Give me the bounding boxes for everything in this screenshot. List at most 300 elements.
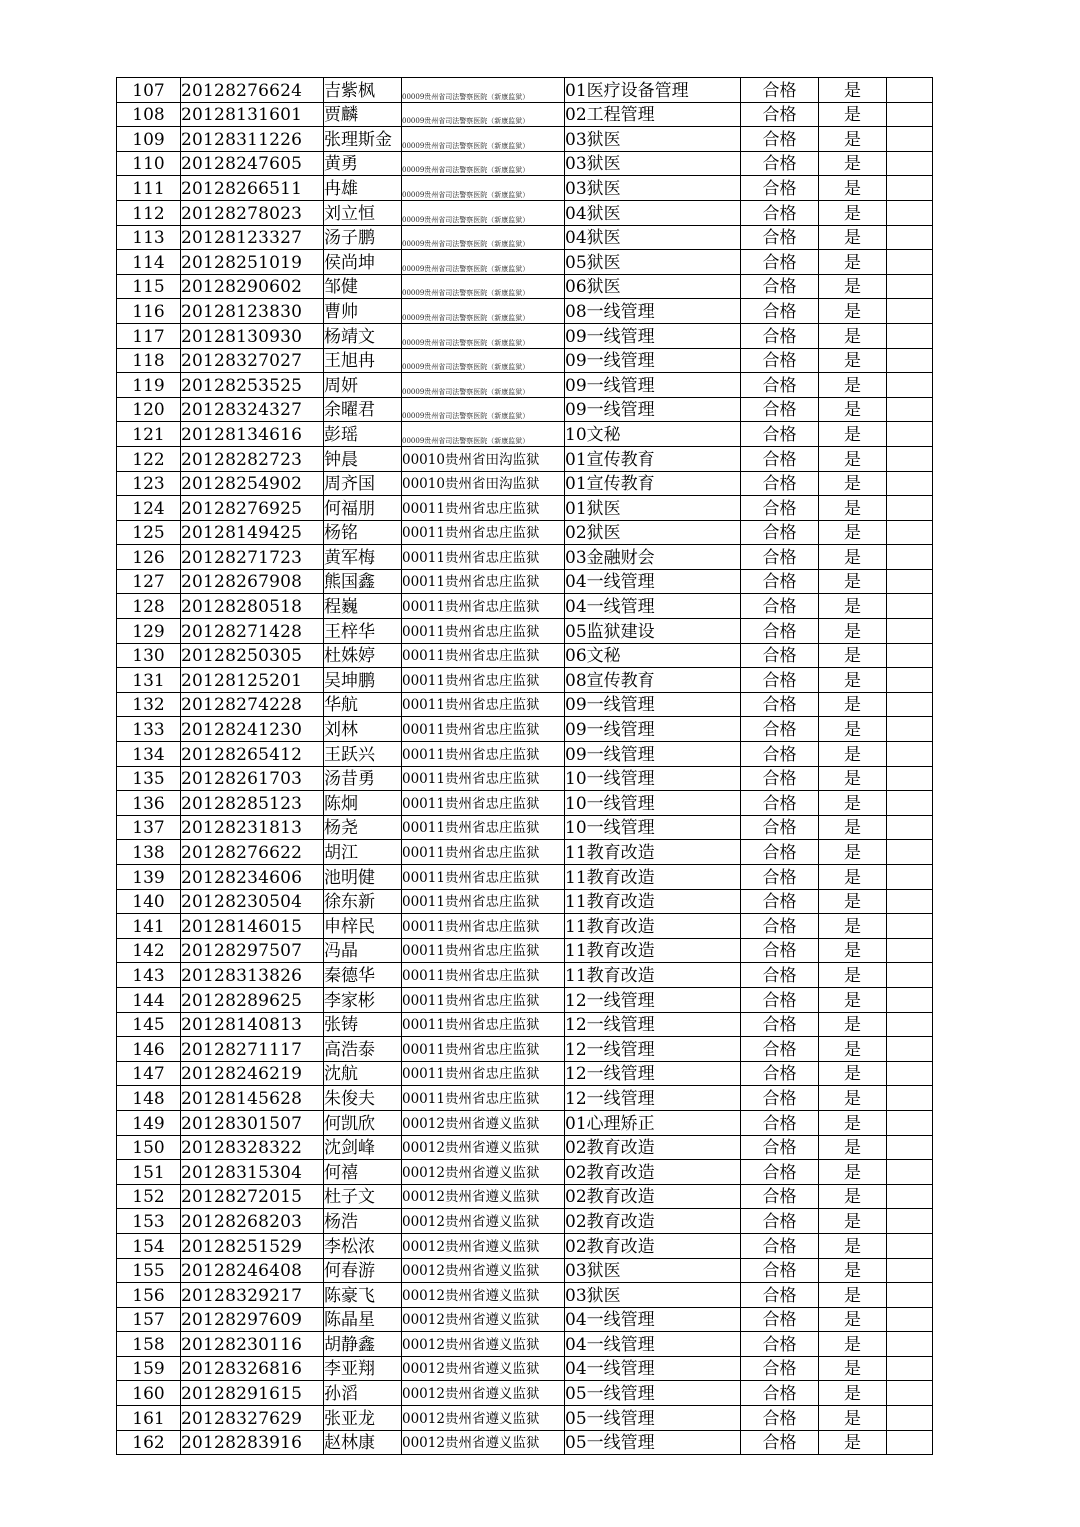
result-cell: 合格 [741,840,819,865]
seq-cell: 137 [117,815,181,840]
exam-id-cell: 20128241230 [181,717,324,742]
unit-cell: 00012贵州省遵义监狱 [402,1184,565,1209]
candidate-name-cell: 彭瑶 [324,422,402,447]
empty-cell [887,1332,933,1357]
seq-cell: 153 [117,1209,181,1234]
result-cell: 合格 [741,619,819,644]
unit-cell: 00009贵州省司法警察医院（新康监狱） [402,422,565,447]
unit-cell: 00011贵州省忠庄监狱 [402,1086,565,1111]
exam-id-cell: 20128251529 [181,1233,324,1258]
unit-cell: 00011贵州省忠庄监狱 [402,545,565,570]
empty-cell [887,471,933,496]
passed-cell: 是 [819,422,887,447]
result-cell: 合格 [741,938,819,963]
position-cell: 02教育改造 [565,1135,741,1160]
empty-cell [887,520,933,545]
exam-id-cell: 20128328322 [181,1135,324,1160]
empty-cell [887,742,933,767]
candidate-name-cell: 杨铭 [324,520,402,545]
unit-cell: 00011贵州省忠庄监狱 [402,1061,565,1086]
candidate-name-cell: 侯尚坤 [324,250,402,275]
exam-id-cell: 20128272015 [181,1184,324,1209]
exam-id-cell: 20128268203 [181,1209,324,1234]
exam-id-cell: 20128297507 [181,938,324,963]
unit-cell: 00012贵州省遵义监狱 [402,1332,565,1357]
exam-id-cell: 20128276624 [181,78,324,103]
exam-id-cell: 20128278023 [181,200,324,225]
passed-cell: 是 [819,1381,887,1406]
unit-cell: 00009贵州省司法警察医院（新康监狱） [402,274,565,299]
unit-cell: 00009贵州省司法警察医院（新康监狱） [402,323,565,348]
exam-id-cell: 20128271117 [181,1037,324,1062]
seq-cell: 132 [117,692,181,717]
position-cell: 02工程管理 [565,102,741,127]
result-cell: 合格 [741,397,819,422]
passed-cell: 是 [819,520,887,545]
seq-cell: 160 [117,1381,181,1406]
exam-id-cell: 20128123327 [181,225,324,250]
position-cell: 05监狱建设 [565,619,741,644]
table-row [117,545,933,570]
passed-cell: 是 [819,963,887,988]
exam-id-cell: 20128250305 [181,643,324,668]
table-row [117,1209,933,1234]
empty-cell [887,1381,933,1406]
candidate-name-cell: 王跃兴 [324,742,402,767]
passed-cell: 是 [819,102,887,127]
empty-cell [887,619,933,644]
seq-cell: 108 [117,102,181,127]
seq-cell: 145 [117,1012,181,1037]
position-cell: 11教育改造 [565,963,741,988]
table-row [117,668,933,693]
position-cell: 06文秘 [565,643,741,668]
candidate-name-cell: 刘林 [324,717,402,742]
position-cell: 12一线管理 [565,1086,741,1111]
table-row [117,397,933,422]
passed-cell: 是 [819,1135,887,1160]
candidate-name-cell: 何禧 [324,1160,402,1185]
candidate-name-cell: 沈航 [324,1061,402,1086]
passed-cell: 是 [819,446,887,471]
seq-cell: 119 [117,373,181,398]
passed-cell: 是 [819,545,887,570]
empty-cell [887,496,933,521]
candidate-name-cell: 孙滔 [324,1381,402,1406]
table-row [117,1012,933,1037]
seq-cell: 157 [117,1307,181,1332]
position-cell: 11教育改造 [565,865,741,890]
passed-cell: 是 [819,299,887,324]
result-cell: 合格 [741,299,819,324]
table-row [117,422,933,447]
seq-cell: 118 [117,348,181,373]
candidate-name-cell: 杨靖文 [324,323,402,348]
result-cell: 合格 [741,594,819,619]
exam-id-cell: 20128230504 [181,889,324,914]
seq-cell: 121 [117,422,181,447]
empty-cell [887,766,933,791]
candidate-name-cell: 陈豪飞 [324,1283,402,1308]
empty-cell [887,127,933,152]
exam-id-cell: 20128291615 [181,1381,324,1406]
seq-cell: 152 [117,1184,181,1209]
seq-cell: 120 [117,397,181,422]
candidate-name-cell: 贾麟 [324,102,402,127]
unit-cell: 00011贵州省忠庄监狱 [402,668,565,693]
candidate-name-cell: 汤昔勇 [324,766,402,791]
empty-cell [887,1135,933,1160]
exam-id-cell: 20128266511 [181,176,324,201]
unit-cell: 00011贵州省忠庄监狱 [402,520,565,545]
seq-cell: 127 [117,569,181,594]
empty-cell [887,200,933,225]
candidate-name-cell: 吴坤鹏 [324,668,402,693]
position-cell: 02教育改造 [565,1160,741,1185]
seq-cell: 126 [117,545,181,570]
position-cell: 01狱医 [565,496,741,521]
table-row [117,1061,933,1086]
seq-cell: 113 [117,225,181,250]
passed-cell: 是 [819,1307,887,1332]
candidate-name-cell: 何春游 [324,1258,402,1283]
result-cell: 合格 [741,1012,819,1037]
passed-cell: 是 [819,742,887,767]
exam-id-cell: 20128267908 [181,569,324,594]
empty-cell [887,1061,933,1086]
empty-cell [887,1307,933,1332]
seq-cell: 139 [117,865,181,890]
seq-cell: 134 [117,742,181,767]
candidate-name-cell: 杜子文 [324,1184,402,1209]
empty-cell [887,668,933,693]
table-row [117,200,933,225]
table-row [117,446,933,471]
empty-cell [887,299,933,324]
table-row [117,323,933,348]
empty-cell [887,963,933,988]
candidate-name-cell: 朱俊夫 [324,1086,402,1111]
table-row [117,1184,933,1209]
unit-cell: 00012贵州省遵义监狱 [402,1430,565,1455]
result-cell: 合格 [741,496,819,521]
exam-id-cell: 20128311226 [181,127,324,152]
result-cell: 合格 [741,1430,819,1455]
candidate-name-cell: 李松浓 [324,1233,402,1258]
position-cell: 02教育改造 [565,1233,741,1258]
empty-cell [887,840,933,865]
empty-cell [887,1012,933,1037]
result-cell: 合格 [741,1283,819,1308]
unit-cell: 00012贵州省遵义监狱 [402,1283,565,1308]
candidate-name-cell: 吉紫枫 [324,78,402,103]
seq-cell: 107 [117,78,181,103]
empty-cell [887,102,933,127]
unit-cell: 00012贵州省遵义监狱 [402,1233,565,1258]
position-cell: 04狱医 [565,200,741,225]
candidate-name-cell: 黄勇 [324,151,402,176]
unit-cell: 00009贵州省司法警察医院（新康监狱） [402,102,565,127]
empty-cell [887,1086,933,1111]
result-cell: 合格 [741,348,819,373]
seq-cell: 135 [117,766,181,791]
passed-cell: 是 [819,865,887,890]
candidate-name-cell: 汤子鹏 [324,225,402,250]
exam-id-cell: 20128326816 [181,1356,324,1381]
seq-cell: 112 [117,200,181,225]
seq-cell: 143 [117,963,181,988]
table-row [117,643,933,668]
seq-cell: 125 [117,520,181,545]
result-cell: 合格 [741,471,819,496]
empty-cell [887,815,933,840]
unit-cell: 00011贵州省忠庄监狱 [402,496,565,521]
unit-cell: 00011贵州省忠庄监狱 [402,987,565,1012]
empty-cell [887,1209,933,1234]
passed-cell: 是 [819,791,887,816]
passed-cell: 是 [819,274,887,299]
table-row [117,127,933,152]
passed-cell: 是 [819,569,887,594]
passed-cell: 是 [819,889,887,914]
empty-cell [887,1110,933,1135]
passed-cell: 是 [819,840,887,865]
exam-id-cell: 20128327629 [181,1406,324,1431]
exam-id-cell: 20128280518 [181,594,324,619]
seq-cell: 142 [117,938,181,963]
empty-cell [887,274,933,299]
seq-cell: 109 [117,127,181,152]
position-cell: 12一线管理 [565,987,741,1012]
seq-cell: 129 [117,619,181,644]
table-row [117,250,933,275]
seq-cell: 133 [117,717,181,742]
exam-id-cell: 20128285123 [181,791,324,816]
table-row [117,1233,933,1258]
passed-cell: 是 [819,1037,887,1062]
unit-cell: 00011贵州省忠庄监狱 [402,914,565,939]
passed-cell: 是 [819,1110,887,1135]
exam-id-cell: 20128123830 [181,299,324,324]
unit-cell: 00012贵州省遵义监狱 [402,1258,565,1283]
result-cell: 合格 [741,914,819,939]
result-cell: 合格 [741,520,819,545]
position-cell: 04一线管理 [565,569,741,594]
passed-cell: 是 [819,692,887,717]
passed-cell: 是 [819,1086,887,1111]
seq-cell: 148 [117,1086,181,1111]
passed-cell: 是 [819,815,887,840]
exam-id-cell: 20128146015 [181,914,324,939]
table-row [117,151,933,176]
result-cell: 合格 [741,176,819,201]
passed-cell: 是 [819,594,887,619]
unit-cell: 00011贵州省忠庄监狱 [402,569,565,594]
seq-cell: 158 [117,1332,181,1357]
result-cell: 合格 [741,1037,819,1062]
table-row [117,742,933,767]
candidate-name-cell: 华航 [324,692,402,717]
candidate-name-cell: 周妍 [324,373,402,398]
position-cell: 03狱医 [565,151,741,176]
passed-cell: 是 [819,643,887,668]
table-row [117,717,933,742]
empty-cell [887,373,933,398]
position-cell: 09一线管理 [565,397,741,422]
empty-cell [887,323,933,348]
empty-cell [887,176,933,201]
table-row [117,889,933,914]
candidate-name-cell: 程巍 [324,594,402,619]
seq-cell: 130 [117,643,181,668]
candidate-name-cell: 邹健 [324,274,402,299]
seq-cell: 144 [117,987,181,1012]
candidate-name-cell: 黄军梅 [324,545,402,570]
position-cell: 11教育改造 [565,840,741,865]
exam-id-cell: 20128301507 [181,1110,324,1135]
candidate-name-cell: 熊国鑫 [324,569,402,594]
passed-cell: 是 [819,938,887,963]
table-row [117,1356,933,1381]
passed-cell: 是 [819,225,887,250]
exam-id-cell: 20128231813 [181,815,324,840]
candidate-name-cell: 钟晨 [324,446,402,471]
unit-cell: 00011贵州省忠庄监狱 [402,766,565,791]
candidate-name-cell: 周齐国 [324,471,402,496]
exam-id-cell: 20128261703 [181,766,324,791]
candidate-name-cell: 张理斯金 [324,127,402,152]
seq-cell: 161 [117,1406,181,1431]
exam-id-cell: 20128251019 [181,250,324,275]
unit-cell: 00012贵州省遵义监狱 [402,1307,565,1332]
result-cell: 合格 [741,1233,819,1258]
candidate-name-cell: 余曜君 [324,397,402,422]
result-cell: 合格 [741,815,819,840]
seq-cell: 117 [117,323,181,348]
empty-cell [887,1258,933,1283]
table-row [117,471,933,496]
passed-cell: 是 [819,151,887,176]
unit-cell: 00010贵州省田沟监狱 [402,471,565,496]
unit-cell: 00012贵州省遵义监狱 [402,1160,565,1185]
exam-id-cell: 20128313826 [181,963,324,988]
empty-cell [887,1406,933,1431]
position-cell: 03狱医 [565,1258,741,1283]
result-cell: 合格 [741,889,819,914]
table-row [117,569,933,594]
passed-cell: 是 [819,1184,887,1209]
table-row [117,274,933,299]
position-cell: 04一线管理 [565,594,741,619]
candidate-name-cell: 胡江 [324,840,402,865]
seq-cell: 156 [117,1283,181,1308]
unit-cell: 00011贵州省忠庄监狱 [402,594,565,619]
passed-cell: 是 [819,348,887,373]
unit-cell: 00011贵州省忠庄监狱 [402,889,565,914]
position-cell: 03金融财会 [565,545,741,570]
result-cell: 合格 [741,200,819,225]
empty-cell [887,692,933,717]
empty-cell [887,1160,933,1185]
passed-cell: 是 [819,1209,887,1234]
position-cell: 09一线管理 [565,742,741,767]
seq-cell: 151 [117,1160,181,1185]
unit-cell: 00009贵州省司法警察医院（新康监狱） [402,151,565,176]
empty-cell [887,78,933,103]
exam-id-cell: 20128130930 [181,323,324,348]
unit-cell: 00009贵州省司法警察医院（新康监狱） [402,200,565,225]
empty-cell [887,348,933,373]
empty-cell [887,1430,933,1455]
candidate-name-cell: 杜姝婷 [324,643,402,668]
position-cell: 04一线管理 [565,1356,741,1381]
seq-cell: 115 [117,274,181,299]
result-cell: 合格 [741,1307,819,1332]
candidate-name-cell: 胡静鑫 [324,1332,402,1357]
result-cell: 合格 [741,545,819,570]
result-cell: 合格 [741,225,819,250]
passed-cell: 是 [819,323,887,348]
exam-id-cell: 20128276925 [181,496,324,521]
position-cell: 02狱医 [565,520,741,545]
table-row [117,1307,933,1332]
unit-cell: 00011贵州省忠庄监狱 [402,840,565,865]
table-row [117,1037,933,1062]
result-cell: 合格 [741,643,819,668]
empty-cell [887,569,933,594]
passed-cell: 是 [819,471,887,496]
unit-cell: 00009贵州省司法警察医院（新康监狱） [402,299,565,324]
unit-cell: 00011贵州省忠庄监狱 [402,963,565,988]
seq-cell: 140 [117,889,181,914]
table-row [117,987,933,1012]
exam-id-cell: 20128329217 [181,1283,324,1308]
position-cell: 10文秘 [565,422,741,447]
unit-cell: 00011贵州省忠庄监狱 [402,791,565,816]
passed-cell: 是 [819,1258,887,1283]
result-cell: 合格 [741,1061,819,1086]
empty-cell [887,422,933,447]
seq-cell: 141 [117,914,181,939]
exam-id-cell: 20128254902 [181,471,324,496]
candidate-name-cell: 池明健 [324,865,402,890]
exam-id-cell: 20128140813 [181,1012,324,1037]
table-row [117,225,933,250]
position-cell: 12一线管理 [565,1037,741,1062]
candidate-name-cell: 何福朋 [324,496,402,521]
seq-cell: 111 [117,176,181,201]
result-cell: 合格 [741,274,819,299]
result-cell: 合格 [741,78,819,103]
unit-cell: 00009贵州省司法警察医院（新康监狱） [402,78,565,103]
unit-cell: 00011贵州省忠庄监狱 [402,1037,565,1062]
result-cell: 合格 [741,1258,819,1283]
position-cell: 05狱医 [565,250,741,275]
unit-cell: 00012贵州省遵义监狱 [402,1110,565,1135]
result-cell: 合格 [741,1110,819,1135]
passed-cell: 是 [819,1233,887,1258]
seq-cell: 116 [117,299,181,324]
seq-cell: 128 [117,594,181,619]
position-cell: 04一线管理 [565,1332,741,1357]
result-cell: 合格 [741,865,819,890]
position-cell: 10一线管理 [565,791,741,816]
table-row [117,102,933,127]
result-cell: 合格 [741,1381,819,1406]
table-row [117,1430,933,1455]
empty-cell [887,717,933,742]
result-cell: 合格 [741,373,819,398]
